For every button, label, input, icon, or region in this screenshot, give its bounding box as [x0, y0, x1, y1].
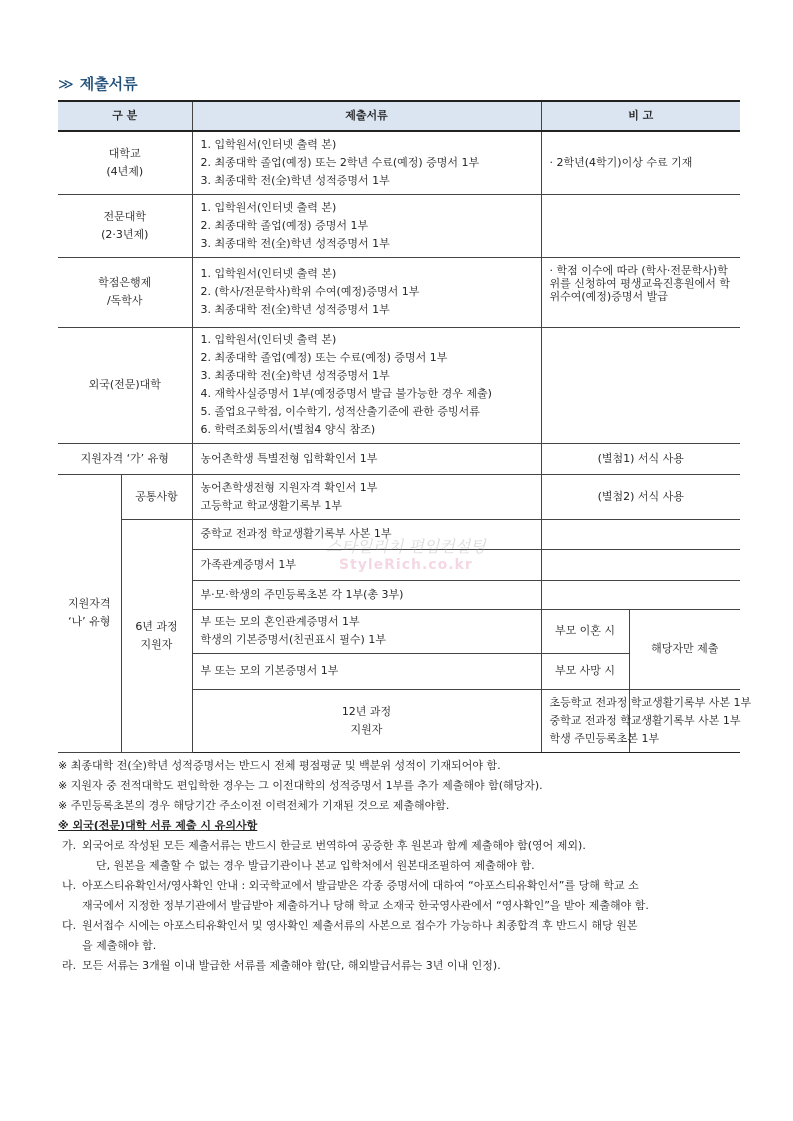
condition-cell: 부모 이혼 시	[541, 609, 629, 653]
documents-cell: 1. 입학원서(인터넷 출력 본) 2. 최종대학 졸업(예정) 증명서 1부 3. 최종대학 전(全)학년 성적증명서 1부	[192, 194, 541, 257]
note-cell: · 학점 이수에 따라 (학사·전문학사)학위를 신청하여 평생교육진흥원에서 학위수여(예정)증명서 발급	[541, 257, 740, 327]
documents-table	[58, 100, 752, 753]
category-cell: 외국(전문)대학	[58, 327, 192, 443]
category-cell: 학점은행제 /독학사	[58, 257, 192, 327]
table-row	[58, 443, 740, 474]
documents-cell: 가족관계증명서 1부	[192, 549, 541, 580]
table-row	[58, 327, 740, 443]
list-item: 나. 아포스티유확인서/영사확인 안내 : 외국학교에서 발급받은 각종 증명서에 대하여 “아포스티유확인서”를 당해 학교 소 재국에서 지정한 정부기관에서 발급받아 제출하거나 당해 학교 소재국 한국영사관에서 “영사확인”을 받아 제출해야 함.	[62, 879, 649, 912]
documents-cell: 중학교 전과정 학교생활기록부 사본 1부	[192, 519, 541, 549]
notes-section	[58, 756, 748, 976]
documents-cell: 농어촌학생 특별전형 입학확인서 1부	[192, 443, 541, 474]
list-item: 라. 모든 서류는 3개월 이내 발급한 서류를 제출해야 함(단, 해외발급서류는 3년 이내 인정).	[62, 959, 501, 972]
watermark: 스타일리치 편입컨설팅 StyleRich.co.kr	[326, 537, 486, 573]
documents-cell: 1. 입학원서(인터넷 출력 본) 2. (학사/전문학사)학위 수여(예정)증명서 1부 3. 최종대학 전(全)학년 성적증명서 1부	[192, 257, 541, 327]
documents-cell: 부 또는 모의 혼인관계증명서 1부 학생의 기본증명서(친권표시 필수) 1부	[192, 609, 541, 653]
list-item: 다. 원서접수 시에는 아포스티유확인서 및 영사확인 제출서류의 사본으로 접수가 가능하나 최종합격 후 반드시 해당 원본 을 제출해야 함.	[62, 919, 638, 952]
table-row	[58, 519, 740, 549]
documents-cell: 1. 입학원서(인터넷 출력 본) 2. 최종대학 졸업(예정) 또는 2학년 수료(예정) 증명서 1부 3. 최종대학 전(全)학년 성적증명서 1부	[192, 131, 541, 194]
note-line: ※ 지원자 중 전적대학도 편입학한 경우는 그 이전대학의 성적증명서 1부를 추가 제출해야 함(해당자).	[58, 779, 543, 792]
subcategory-cell: 공통사항	[121, 474, 192, 519]
double-chevron-icon: ≫	[58, 74, 68, 93]
category-cell: 대학교 (4년제)	[58, 131, 192, 194]
list-item: 가. 외국어로 작성된 모든 제출서류는 반드시 한글로 번역하여 공증한 후 원본과 함께 제출해야 함(영어 제외). 단, 원본을 제출할 수 없는 경우 발급기관이나 본교 입학처에서 원본대조필하여 제출해야 함.	[62, 839, 586, 872]
documents-cell: 초등학교 전과정 학교생활기록부 사본 1부 중학교 전과정 학교생활기록부 사본 1부 학생 주민등록초본 1부	[541, 689, 629, 752]
note-cell	[541, 549, 740, 580]
note-line: ※ 최종대학 전(全)학년 성적증명서는 반드시 전체 평점평균 및 백분위 성적이 기재되어야 함.	[58, 759, 501, 772]
condition-note-cell: 해당자만 제출	[629, 609, 740, 689]
note-cell	[541, 580, 740, 609]
header-category: 구 분	[58, 101, 192, 131]
table-row	[58, 194, 740, 257]
documents-cell: 부·모·학생의 주민등록초본 각 1부(총 3부)	[192, 580, 541, 609]
category-cell: 지원자격 ‘가’ 유형	[58, 443, 192, 474]
table-header-row	[58, 101, 740, 131]
note-cell	[541, 194, 740, 257]
section-title: 제출서류	[79, 75, 138, 93]
header-note: 비 고	[541, 101, 740, 131]
note-line: ※ 주민등록초본의 경우 해당기간 주소이전 이력전체가 기재된 것으로 제출해야함.	[58, 799, 450, 812]
category-cell: 전문대학 (2·3년제)	[58, 194, 192, 257]
table-row	[58, 131, 740, 194]
note-cell: · 2학년(4학기)이상 수료 기재	[541, 131, 740, 194]
note-cell	[541, 519, 740, 549]
note-cell: (별첨1) 서식 사용	[541, 443, 740, 474]
notes-subtitle: ※ 외국(전문)대학 서류 제출 시 유의사항	[58, 819, 258, 832]
table-row	[58, 474, 740, 519]
documents-cell: 부 또는 모의 기본증명서 1부	[192, 653, 541, 689]
header-documents: 제출서류	[192, 101, 541, 131]
note-cell: (별첨2) 서식 사용	[541, 474, 740, 519]
table-row	[58, 257, 740, 327]
category-cell: 지원자격 ‘나’ 유형	[58, 474, 121, 752]
note-cell	[541, 327, 740, 443]
documents-cell: 1. 입학원서(인터넷 출력 본) 2. 최종대학 졸업(예정) 또는 수료(예정) 증명서 1부 3. 최종대학 전(全)학년 성적증명서 1부 4. 재학사실증명서 1부(예정증명서 발급 불가능한 경우 제출) 5. 졸업요구학점, 이수학기, 성적산출기준에 관한 증빙서류 6. 학력조회동의서(별첨4 양식 참조)	[192, 327, 541, 443]
subcategory-cell: 6년 과정 지원자	[121, 519, 192, 752]
subcategory-cell: 12년 과정 지원자	[192, 689, 541, 752]
condition-cell: 부모 사망 시	[541, 653, 629, 689]
section-heading	[58, 73, 138, 94]
documents-cell: 농어촌학생전형 지원자격 확인서 1부 고등학교 학교생활기록부 1부	[192, 474, 541, 519]
